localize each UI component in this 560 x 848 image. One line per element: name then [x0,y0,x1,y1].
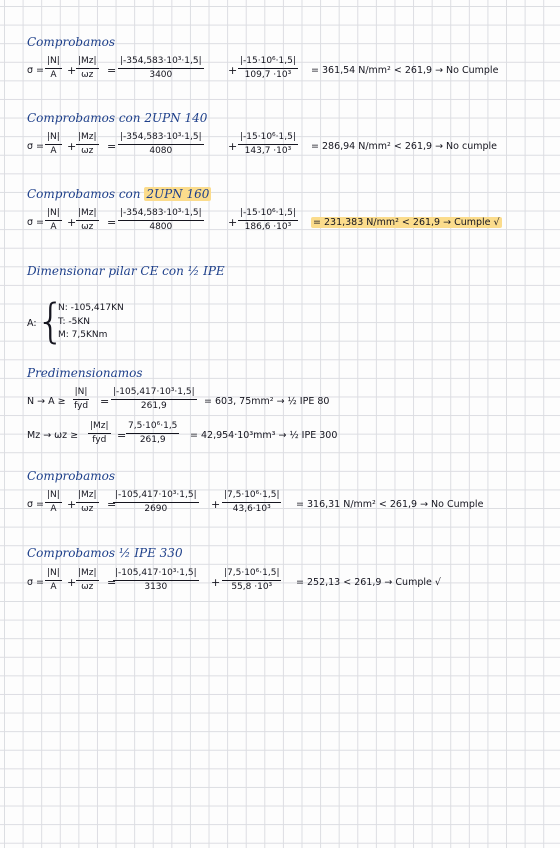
denominator: A [50,70,57,80]
numerator: |-105,417·10³·1,5| [111,387,197,400]
plus-sign: + [67,216,77,229]
load-label: A: [27,318,37,329]
denominator: ωz [81,222,94,232]
numerator: |-354,583·10³·1,5| [118,208,204,221]
fraction-n-over-a [45,132,62,157]
fraction-moment-term [238,56,298,81]
load-list [58,302,124,343]
fraction-moment-term [238,132,298,157]
result-text: = 316,31 N/mm² < 261,9 → No Cumple [296,499,484,510]
plus-sign: + [228,216,238,229]
numerator: |-354,583·10³·1,5| [118,56,204,69]
row2-lhs: Mz → ωz ≥ [27,430,79,441]
fraction-moment-term [238,208,298,233]
denominator: A [50,504,57,514]
numerator: |N| [45,490,62,503]
numerator: |-354,583·10³·1,5| [118,132,204,145]
numerator: 7,5·10⁶·1,5 [126,421,179,434]
sigma-label: σ = [27,499,45,510]
list-item: N: -105,417KN [58,303,124,313]
plus-sign: + [228,140,238,153]
denominator: fyd [74,401,89,411]
result-text [311,217,502,228]
fraction-m-over-w [76,56,99,81]
sigma-label: σ = [27,141,45,152]
list-item: T: -5KN [58,316,91,327]
plus-sign: + [228,64,238,77]
sigma-label: σ = [27,217,45,228]
denominator: A [50,582,57,592]
section-heading-comprobamos-ipe330: Comprobamos ½ IPE 330 [27,546,183,560]
fraction-moment-term [222,568,281,593]
numerator: |-15·10⁶·1,5| [238,56,298,69]
denominator: 143,7 ·10³ [244,146,292,156]
fraction-m-over-w [76,208,99,233]
numerator: |N| [45,568,62,581]
fraction-axial-term [118,132,204,157]
fraction-m-over-w [76,132,99,157]
numerator: |-15·10⁶·1,5| [238,208,298,221]
fraction-moment-term [222,490,281,515]
numerator: |-105,417·10³·1,5| [113,568,199,581]
section-heading-dimensionar: Dimensionar pilar CE con ½ IPE [27,264,225,278]
plus-sign: + [211,498,221,511]
numerator: |Mz| [76,490,99,503]
denominator: A [50,146,57,156]
equals-sign: = [107,216,117,229]
row2-result: = 42,954·10³mm³ → ½ IPE 300 [190,430,338,441]
sigma-label: σ = [27,577,45,588]
fraction-axial-term [118,208,204,233]
numerator: |7,5·10⁶·1,5| [222,568,281,581]
denominator: ωz [81,146,94,156]
denominator: 109,7 ·10³ [244,70,292,80]
fraction-n-over-fyd [72,387,90,412]
plus-sign: + [67,64,77,77]
fraction-m-over-w [76,490,99,515]
section-heading-comprobamos-2upn140: Comprobamos con 2UPN 140 [27,111,208,125]
denominator: 55,8 ·10³ [231,582,273,592]
row1-result: = 603, 75mm² → ½ IPE 80 [204,396,330,407]
section-heading-predimensionamos: Predimensionamos [27,366,143,380]
denominator: 4080 [149,146,173,156]
row1-lhs: N → A ≥ [27,396,66,407]
left-brace: { [36,294,66,348]
fraction-axial-term [118,56,204,81]
numerator: |Mz| [76,568,99,581]
list-item: M: 7,5KNm [58,330,108,340]
denominator: 186,6 ·10³ [244,222,292,232]
numerator: |N| [45,56,62,69]
section-heading-comprobamos-1: Comprobamos [27,35,116,49]
fraction-n-over-a [45,490,62,515]
denominator: ωz [81,70,94,80]
denominator: A [50,222,57,232]
denominator: 3400 [149,70,173,80]
fraction-axial-term [113,568,199,593]
numerator: |N| [73,387,90,400]
highlighted-result: = 231,383 N/mm² < 261,9 → Cumple √ [313,217,500,228]
heading-text: Comprobamos con [27,187,145,201]
fraction-modulus-term [126,421,179,446]
denominator: 3130 [144,582,168,592]
equals-sign: = [100,395,110,408]
denominator: ωz [81,504,94,514]
denominator: 43,6·10³ [232,504,271,514]
denominator: 261,9 [139,435,166,445]
denominator: fyd [92,435,107,445]
numerator: |N| [45,132,62,145]
equals-sign: = [107,140,117,153]
section-heading-comprobamos-3: Comprobamos [27,469,116,483]
numerator: |7,5·10⁶·1,5| [222,490,281,503]
numerator: |Mz| [76,56,99,69]
numerator: |-15·10⁶·1,5| [238,132,298,145]
denominator: 2690 [144,504,168,514]
fraction-area-term [111,387,197,412]
fraction-axial-term [113,490,199,515]
fraction-n-over-a [45,568,62,593]
numerator: |Mz| [88,421,111,434]
numerator: |-105,417·10³·1,5| [113,490,199,503]
fraction-n-over-a [45,56,62,81]
numerator: |Mz| [76,208,99,221]
fraction-m-over-fyd [88,421,111,446]
equals-sign: = [107,576,117,589]
numerator: |N| [45,208,62,221]
plus-sign: + [211,576,221,589]
denominator: ωz [81,582,94,592]
section-heading-comprobamos-2upn160 [27,187,211,201]
highlighted-profile: 2UPN 160 [146,187,210,201]
fraction-m-over-w [76,568,99,593]
equals-sign: = [117,429,127,442]
numerator: |Mz| [76,132,99,145]
denominator: 261,9 [140,401,167,411]
result-text: = 252,13 < 261,9 → Cumple √ [296,577,441,588]
result-text: = 286,94 N/mm² < 261,9 → No cumple [311,141,498,152]
fraction-n-over-a [45,208,62,233]
equals-sign: = [107,64,117,77]
denominator: 4800 [149,222,173,232]
plus-sign: + [67,498,77,511]
result-text: = 361,54 N/mm² < 261,9 → No Cumple [311,65,499,76]
plus-sign: + [67,576,77,589]
plus-sign: + [67,140,77,153]
equals-sign: = [107,498,117,511]
sigma-label: σ = [27,65,45,76]
